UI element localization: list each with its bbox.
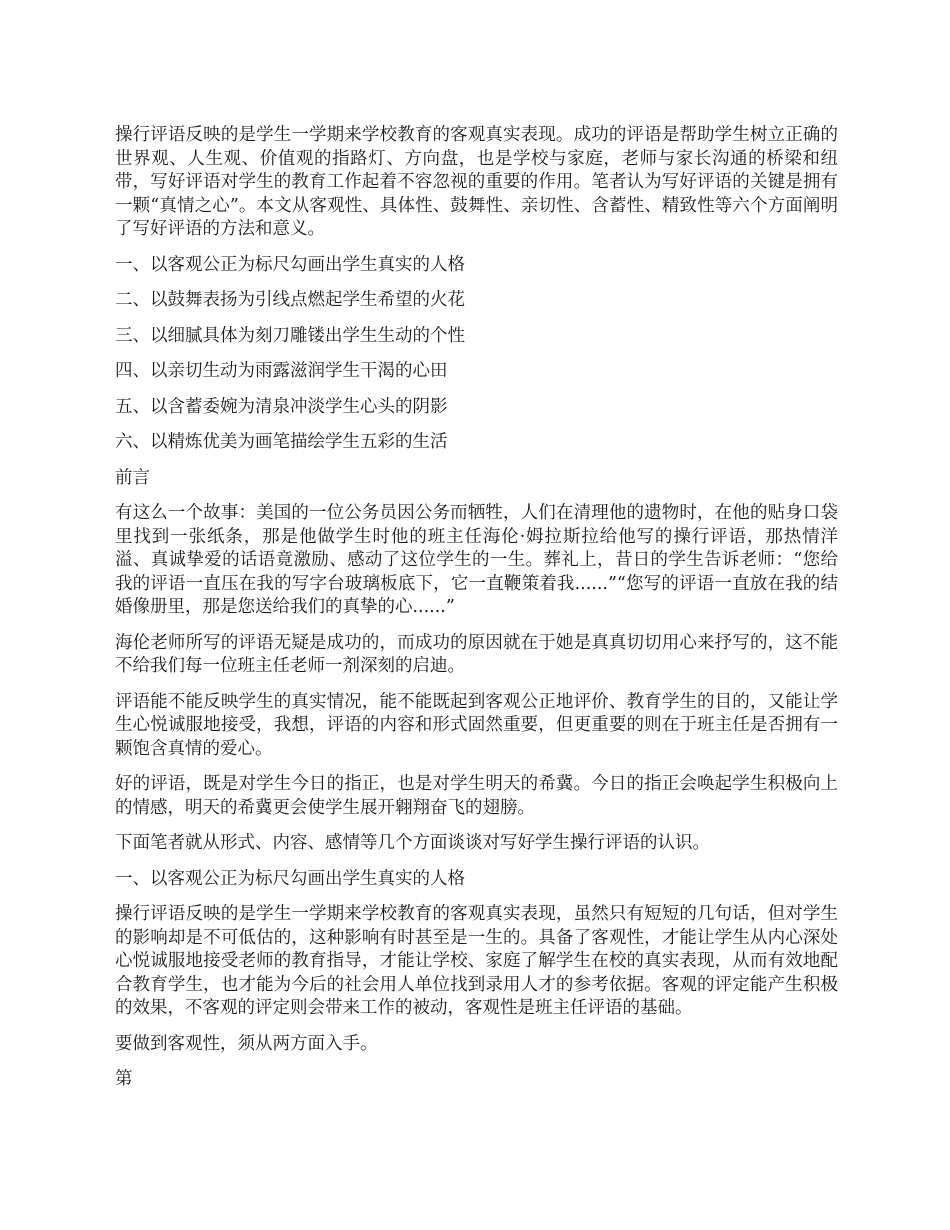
body-paragraph: 下面笔者就从形式、内容、感情等几个方面谈谈对写好学生操行评语的认识。 [115,833,710,853]
outline-item-6: 六、以精炼优美为画笔描绘学生五彩的生活 [115,432,448,452]
outline-item-2: 二、以鼓舞表扬为引线点燃起学生希望的火花 [115,290,465,310]
body-paragraph: 好的评语，既是对学生今日的指正，也是对学生明天的希冀。今日的指正会唤起学生积极向上的情感，明天的希冀更会使学生展开翱翔奋飞的翅膀。 [115,774,838,818]
story-paragraph: 有这么一个故事：美国的一位公务员因公务而牺牲，人们在清理他的遗物时，在他的贴身口袋里找到一张纸条，那是他做学生时他的班主任海伦·姆拉斯拉给他写的操行评语，那热情洋溢、真诚挚爱的话语竟激励、感动了这位学生的一生。葬礼上，昔日的学生告诉老师：“您给我的评语一直压在我的写字台玻璃板底下，它一直鞭策着我......”“您写的评语一直放在我的结婚像册里，那是您送给我们的真挚的心......” [115,503,838,617]
intro-paragraph: 操行评语反映的是学生一学期来学校教育的客观真实表现。成功的评语是帮助学生树立正确的世界观、人生观、价值观的指路灯、方向盘，也是学校与家庭，老师与家长沟通的桥梁和纽带，写好评语对学生的教育工作起着不容忽视的重要的作用。笔者认为写好评语的关键是拥有一颗“真情之心”。本文从客观性、具体性、鼓舞性、亲切性、含蓄性、精致性等六个方面阐明了写好评语的方法和意义。 [115,125,838,239]
body-paragraph: 要做到客观性，须从两方面入手。 [115,1033,378,1054]
trailing-fragment: 第 [115,1069,133,1089]
outline-item-4: 四、以亲切生动为雨露滋润学生干渴的心田 [115,361,448,381]
outline-item-3: 三、以细腻具体为刻刀雕镂出学生生动的个性 [115,325,465,346]
outline-item-1: 一、以客观公正为标尺勾画出学生真实的人格 [115,254,465,275]
body-paragraph: 评语能不能反映学生的真实情况，能不能既起到客观公正地评价、教育学生的目的，又能让学生心悦诚服地接受，我想，评语的内容和形式固然重要，但更重要的则在于班主任是否拥有一颗饱含真情的爱心。 [115,691,838,759]
section-title-preface: 前言 [115,467,150,488]
body-paragraph: 海伦老师所写的评语无疑是成功的，而成功的原因就在于她是真真切切用心来抒写的，这不能不给我们每一位班主任老师一剂深刻的启迪。 [115,632,838,676]
outline-item-5: 五、以含蓄委婉为清泉冲淡学生心头的阴影 [115,396,448,417]
body-paragraph: 操行评语反映的是学生一学期来学校教育的客观真实表现，虽然只有短短的几句话，但对学生的影响却是不可低估的，这种影响有时甚至是一生的。具备了客观性，才能让学生从内心深处心悦诚服地接受老师的教育指导，才能让学校、家庭了解学生在校的真实表现，从而有效地配合教育学生，也才能为今后的社会用人单位找到录用人才的参考依据。客观的评定能产生积极的效果，不客观的评定则会带来工作的被动，客观性是班主任评语的基础。 [115,904,838,1018]
section-heading-1: 一、以客观公正为标尺勾画出学生真实的人格 [115,868,465,889]
